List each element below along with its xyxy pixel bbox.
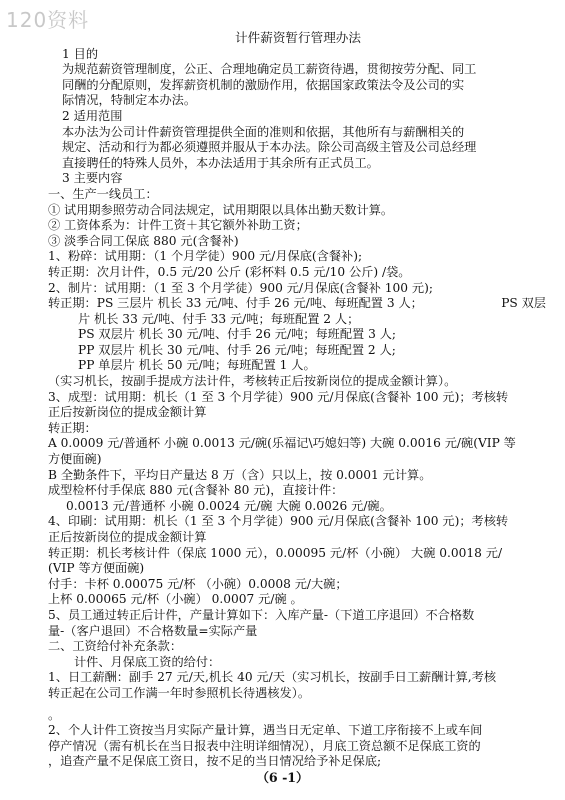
text-line — [48, 405, 548, 421]
text-line — [48, 655, 548, 671]
text-line — [48, 78, 548, 94]
text-line-content: 停产情况（需有机长在当日报表中注明详细情况），月底工资总额不足保底工资的 — [48, 738, 481, 753]
text-line-content: 2、制片：试用期：（1 至 3 个月学徒）900 元/月保底(含餐补 100 元); — [48, 280, 433, 295]
text-line — [48, 739, 548, 755]
text-line — [48, 390, 548, 406]
text-line — [48, 708, 548, 724]
text-line — [48, 62, 548, 78]
document-body — [48, 30, 548, 770]
text-line — [48, 468, 548, 484]
text-line — [48, 436, 548, 452]
text-line-content: 规定、活动和行为都必须遵照并服从于本办法。除公司高级主管及公司总经理 — [62, 140, 477, 155]
text-line-content: 转正起在公司工作满一年时参照机长待遇核发）。 — [48, 685, 311, 700]
document-title: 计件薪资暂行管理办法 — [235, 30, 361, 45]
text-line-content: 1、粉碎：试用期：（1 个月学徒）900 元/月保底(含餐补); — [48, 249, 363, 264]
text-line-continuation: PS 双层 — [501, 296, 546, 311]
text-line — [48, 203, 548, 219]
text-line — [48, 249, 548, 265]
text-line — [48, 218, 548, 234]
text-line — [48, 156, 548, 172]
text-line-content: 转正期：次月计件，0.5 元/20 公斤 (彩杯料 0.5 元/10 公斤) /袋。 — [48, 264, 411, 279]
text-line — [48, 530, 548, 546]
text-line — [48, 187, 548, 203]
text-line-content: (VIP 等方便面碗) — [48, 561, 145, 576]
text-line — [48, 374, 548, 390]
text-line-content: ，追查产量不足保底工资日，按不足的当日情况给予补足保底; — [48, 754, 382, 769]
text-line — [48, 483, 548, 499]
text-line — [48, 140, 548, 156]
text-line-content: 4、印刷：试用期：机长（1 至 3 个月学徒）900 元/月保底(含餐补 100 元)；考核转 — [48, 514, 509, 529]
text-line-content: 付手：卡杯 0.00075 元/杯 （小碗）0.0008 元/大碗； — [48, 576, 348, 591]
text-line-content: ② 工资体系为：计件工资＋其它额外补助工资； — [48, 218, 308, 233]
text-line — [48, 312, 548, 328]
text-line-content: 转正期：PS 三层片 机长 33 元/吨、付手 26 元/吨、每班配置 3 人； — [48, 296, 423, 311]
text-line — [48, 723, 548, 739]
text-line-content: 正后按新岗位的提成金额计算 — [48, 405, 207, 420]
page-number: （6 -1） — [256, 770, 309, 785]
text-line — [48, 421, 548, 437]
text-line-content: PP 双层片 机长 30 元/吨、付手 26 元/吨；每班配置 2 人; — [78, 342, 396, 357]
text-line-content: 成型检杯付手保底 880 元(含餐补 80 元)，直接计件： — [48, 483, 344, 498]
text-line — [48, 281, 548, 297]
text-line — [48, 171, 548, 187]
text-line-content: 一、生产一线员工： — [48, 186, 158, 201]
text-line-content: 际情况，特制定本办法。 — [62, 93, 197, 108]
text-line-content: 计件、月保底工资的给付： — [74, 654, 221, 669]
watermark-logo: 120资料 — [6, 8, 90, 32]
text-line-content: 为规范薪资管理制度，公正、合理地确定员工薪资待遇，贯彻按劳分配、同工 — [62, 62, 477, 77]
text-line-content: ③ 淡季合同工保底 880 元(含餐补) — [48, 233, 239, 248]
text-line — [48, 686, 548, 702]
text-line-content: 片 机长 33 元/吨、付手 33 元/吨；每班配置 2 人； — [78, 311, 360, 326]
text-line — [48, 639, 548, 655]
text-line — [48, 514, 548, 530]
text-line — [48, 358, 548, 374]
text-line — [48, 499, 548, 515]
text-line-content: 同酬的分配原则，发挥薪资机制的激励作用，依据国家政策法令及公司的实 — [62, 77, 465, 92]
text-line — [48, 265, 548, 281]
text-line — [48, 125, 548, 141]
text-line-content: 方便面碗) — [48, 452, 102, 467]
text-line — [48, 592, 548, 608]
text-line-content: 3 主要内容 — [62, 171, 123, 186]
text-line-content: 3、成型：试用期：机长（1 至 3 个月学徒）900 元/月保底(含餐补 100 元)；考核转 — [48, 389, 509, 404]
text-line-content: 。 — [48, 707, 61, 722]
text-line-content: 正后按新岗位的提成金额计算 — [48, 530, 207, 544]
text-line-content: 转正期：机长考核计件（保底 1000 元），0.00095 元/杯（小碗） 大碗 0.0018 元/ — [48, 545, 503, 560]
text-line — [48, 546, 548, 562]
text-line — [48, 327, 548, 343]
text-line-content: 上杯 0.00065 元/杯（小碗） 0.0007 元/碗 。 — [48, 592, 303, 607]
text-line — [48, 624, 548, 640]
text-line-content: 0.0013 元/普通杯 小碗 0.0024 元/碗 大碗 0.0026 元/碗。 — [66, 498, 392, 513]
text-line-content: ① 试用期参照劳动合同法规定，试用期限以具体出勤天数计算。 — [48, 202, 394, 217]
text-line-content: PP 单层片 机长 50 元/吨；每班配置 1 人。 — [78, 358, 316, 373]
text-line — [48, 577, 548, 593]
text-line-content: （实习机长，按副手提成方法计件，考核转正后按新岗位的提成金额计算）。 — [48, 374, 457, 389]
text-line-content: A 0.0009 元/普通杯 小碗 0.0013 元/碗(乐福记\巧媳妇等) 大碗 0.0016 元/碗(VIP 等 — [48, 436, 516, 451]
text-line-content: 二、工资给付补充条款： — [48, 639, 183, 654]
text-line-content: 转正期： — [48, 420, 97, 435]
text-line-content: 量-（客户退回）不合格数量=实际产量 — [48, 623, 258, 638]
text-line-content: B 全勤条件下，平均日产量达 8 万（含）只以上，按 0.0001 元计算。 — [48, 467, 432, 482]
text-line-content: 2、个人计件工资按当月实际产量计算，遇当日无定单、下道工序衔接不上或车间 — [48, 723, 483, 738]
text-line-content: 2 适用范围 — [62, 108, 123, 123]
text-line-content: 直接聘任的特殊人员外，本办法适用于其余所有正式员工。 — [62, 155, 379, 170]
text-line — [48, 296, 548, 312]
text-line-content: PS 双层片 机长 30 元/吨、付手 26 元/吨；每班配置 3 人; — [78, 327, 397, 342]
document-lines — [48, 47, 548, 770]
text-line-content: 本办法为公司计件薪资管理提供全面的准则和依据，其他所有与薪酬相关的 — [62, 124, 465, 139]
text-line — [48, 93, 548, 109]
text-line — [48, 234, 548, 250]
text-line — [48, 452, 548, 468]
text-line-content: 1 目的 — [62, 46, 99, 61]
text-line — [48, 561, 548, 577]
text-line-content: 5、员工通过转正后计件，产量计算如下：入库产量-（下道工序退回）不合格数 — [48, 607, 475, 622]
text-line — [48, 47, 548, 63]
text-line — [48, 670, 548, 686]
text-line — [48, 608, 548, 624]
text-line — [48, 343, 548, 359]
text-line-content: 1、日工薪酬：副手 27 元/天,机长 40 元/天（实习机长，按副手日工薪酬计算,考核 — [48, 670, 497, 685]
text-line — [48, 109, 548, 125]
